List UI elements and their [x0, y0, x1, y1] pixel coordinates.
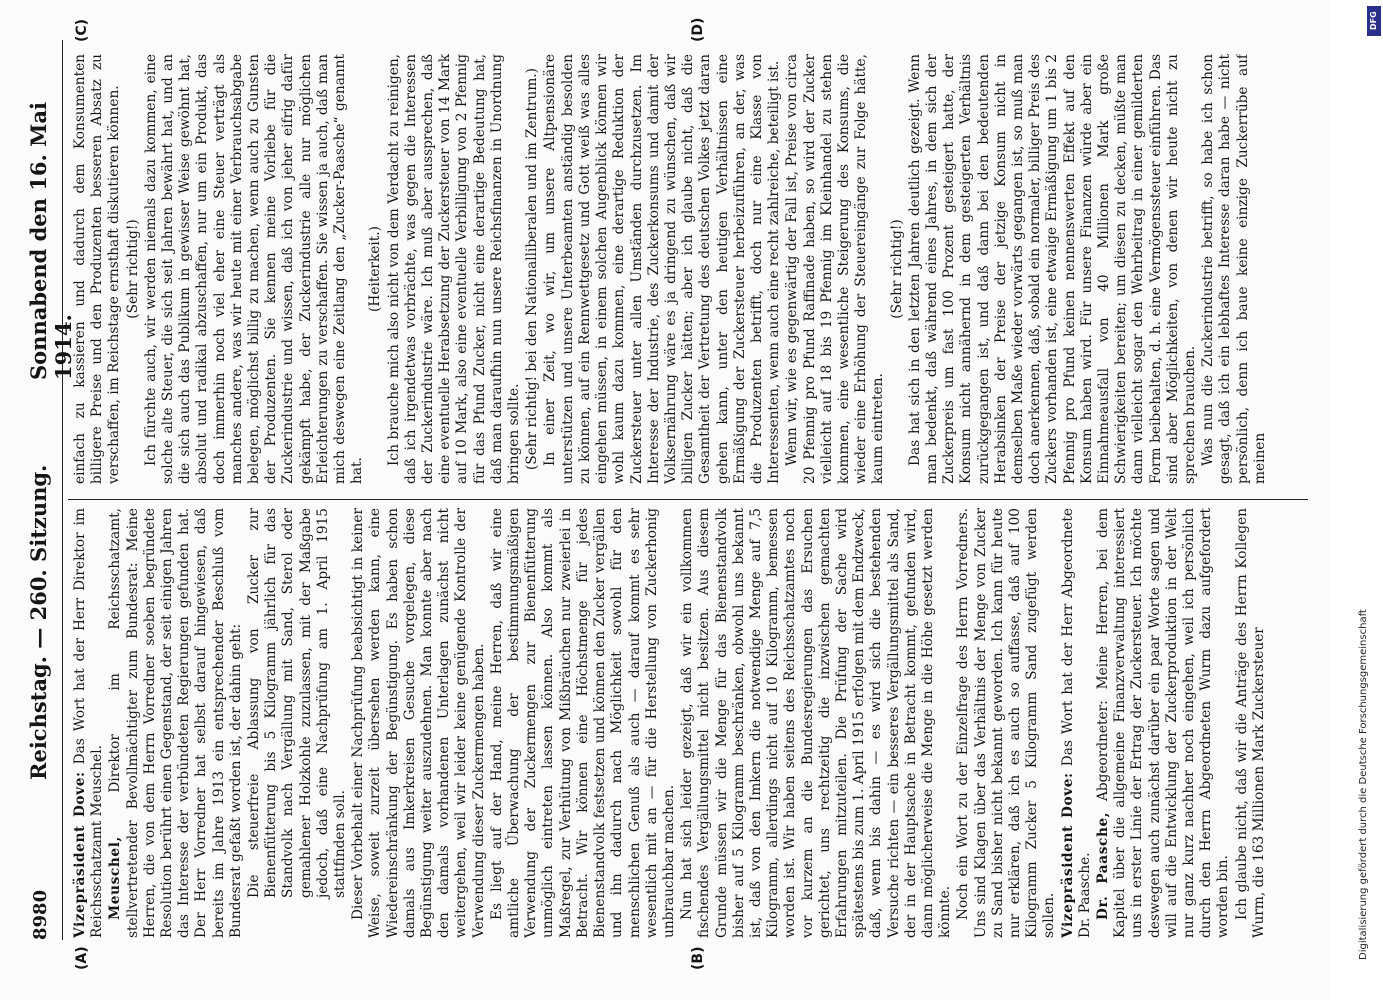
- speaker-name: Meuschel,: [107, 836, 124, 920]
- paragraph: [1200, 54, 1269, 484]
- column-divider: [68, 499, 1308, 500]
- paragraph-text: (Sehr richtig! bei den Nationalliberalen und im Zentrum.): [524, 67, 541, 471]
- left-column: [72, 508, 1302, 938]
- paragraph-text: (Heiterkeit.): [367, 226, 384, 312]
- paragraph: [72, 54, 124, 484]
- paragraph: [679, 508, 954, 938]
- paragraph-text: Direktor im Reichsschatzamt, stellvertretender Bevollmächtigter zum Bundesrat: Meine Herren, die von dem Herrn Vorredner soeben begründete Resolution berührt einen Gegenstand, der seit einigen Jahren das Interesse der verbündeten Regierungen gefunden hat. Der Herr Vorredner hat selbst darauf hingewiesen, daß bereits im Jahre 1913 ein entsprechender Beschluß vom Bundesrat gefaßt worden ist, der dahin geht:: [107, 508, 244, 938]
- margin-mark-a: (A): [74, 946, 90, 970]
- paragraph-text: Es liegt auf der Hand, meine Herren, daß wir eine amtliche Überwachung der bestimmungsmäßigen Verwendung der Zuckermengen zur Bienenfütterung unmöglich eintreten lassen können. Also kommt als Maßregel, zur Verhütung von Mißbräuchen nur zweierlei in Betracht. Wir können eine Höchstmenge für jedes Bienenstandvolk festsetzen und können den Zucker vergällen und ihn dadurch nach Möglichkeit sowohl für den menschlichen Genuß als auch — darauf kommt es sehr wesentlich mit an — für die Herstellung von Zuckerhonig unbrauchbar machen.: [488, 508, 677, 938]
- paragraph-text: Was nun die Zuckerindustrie betrifft, so habe ich schon gesagt, daß ich ein lebhaftes Interesse daran habe — nicht persönlich, denn ich baue keine einzige Zuckerrübe auf meinen: [1200, 54, 1268, 484]
- paragraph-text: Nun hat sich leider gezeigt, daß wir ein vollkommen fischendes Vergällungsmittel nicht besitzen. Aus diesem Grunde müssen wir die Menge für das Bienenstandvolk bisher auf 5 Kilogramm beschränken, obwohl uns bekannt ist, daß von den Imkern die notwendige Menge auf 7,5 Kilogramm, allerdings nicht auf 10 Kilogramm, bemessen worden ist. Wir haben seitens des Reichsschatzamtes noch vor kurzem an die Bundesregierungen das Ersuchen gerichtet, uns rechtzeitig die inzwischen gemachten Erfahrungen mitzuteilen. Die Prüfung der Sache wird spätestens bis zum 1. April 1915 erfolgen mit dem Endzweck, daß, wenn bis dahin — es wird sich die bestehenden Versuche richten — ein besseres Vergällungsmittel als Sand, der in der Hauptsache in Betracht kommt, gefunden wird, dann möglicherweise die Menge in die Höhe gesetzt werden könnte.: [679, 508, 954, 938]
- paragraph-text: einfach zu kassieren und dadurch dem Konsumenten billigere Preise und den Produzenten besseren Absatz zu verschaffen, im Reichstage ernsthaft diskutieren können.: [72, 54, 123, 484]
- paragraph: [784, 54, 887, 484]
- digitization-note-text: Digitalisierung gefördert durch die Deutsche Forschungsgemeinschaft: [1358, 609, 1369, 960]
- paragraph: [107, 508, 245, 938]
- paragraph: [1234, 508, 1268, 938]
- page-number: 8980: [30, 889, 51, 940]
- session-date: Sonnabend den 16. Mai 1914.: [26, 102, 76, 380]
- speaker-name: Vizepräsident Dove:: [1059, 772, 1076, 938]
- paragraph-text: Abgeordneter: Meine Herren, bei dem Kapitel über die allgemeine Finanzverwaltung interessiert uns in erster Linie der Ertrag der Zuckersteuer. Ich möchte deswegen auch zunächst darüber ein paar Worte sagen und will auf die Entwicklung der Zuckerproduktion in der Welt nur ganz kurz nachher noch eingehen, weil ich persönlich durch den Herrn Abgeordneten Wurm dazu aufgefordert worden bin.: [1094, 508, 1232, 938]
- session-title: Reichstag. — 260. Sitzung.: [26, 464, 51, 780]
- digitization-note: [1358, 20, 1378, 980]
- paragraph-text: Ich glaube nicht, daß wir die Anträge des Herrn Kollegen Wurm, die 163 Millionen Mark Zuckersteuer: [1233, 508, 1267, 938]
- paragraph: [542, 54, 783, 484]
- paragraph-text: In einer Zeit, wo wir, um unsere Altpensionäre unterstützen und unsere Unterbeamten anständig besolden zu können, auf ein Rennwettgesetz und Gott weiß was alles eingehen müssen, in einem solchen Augenblick können wir wohl kaum dazu kommen, eine derartige Reduktion der Zuckersteuer unter allen Umständen durchzusetzen. Im Interesse der Industrie, des Zuckerkonsums und damit der Volksernährung wäre es ja dringend zu wünschen, daß wir billigen Zucker hätten; aber ich glaube nicht, daß die Gesamtheit der Vertretung des deutschen Volkes jetzt daran gehen kann, unter den heutigen Verhältnissen eine Ermäßigung der Zuckersteuer herbeizuführen, an der, was die Produzenten betrifft, doch nur eine Klasse von Interessenten, wenn auch eine recht zahlreiche, beteiligt ist.: [542, 54, 783, 484]
- paragraph-text: (Sehr richtig!): [124, 219, 141, 319]
- margin-mark-b: (B): [690, 946, 706, 970]
- paragraph: [889, 54, 906, 484]
- speaker-name: Dr. Paasche,: [1094, 811, 1111, 920]
- paragraph-text: Noch ein Wort zu der Einzelfrage des Herrn Vorredners. Uns sind Klagen über das Verhältnis der Menge von Zucker zu Sand bisher nicht bekannt geworden. Ich kann für heute nur erklären, daß ich es auch so auffasse, daß auf 100 Kilogramm Zucker 5 Kilogramm Sand zugefügt werden sollen.: [955, 508, 1058, 938]
- paragraph-text: Die steuerfreie Ablassung von Zucker zur Bienenfütterung bis 5 Kilogramm jährlich für das Standvolk nach Vergällung mit Sand, Sterol oder gemahlener Holzkohle zuzulassen, mit der Maßgabe jedoch, daß eine Nachprüfung am 1. April 1915 stattfinden soll.: [246, 508, 349, 898]
- paragraph-text: Dieser Vorbehalt einer Nachprüfung beabsichtigt in keiner Weise, soweit zurzeit übersehen werden kann, eine Wiedereinschränkung der Begünstigung. Es haben schon damals aus Imkerkreisen Gesuche vorgelegen, diese Begünstigung weiter auszudehnen. Man konnte aber nach den damals vorhandenen Unterlagen zunächst nicht weitergehen, weil wir leider keine genügende Kontrolle der Verwendung dieser Zuckermengen haben.: [350, 508, 487, 938]
- paragraph: [246, 508, 349, 938]
- page-header: [20, 40, 76, 940]
- paragraph-text: (Sehr richtig!): [888, 219, 905, 319]
- margin-mark-c: (C): [74, 18, 90, 42]
- paragraph-text: Ich fürchte auch, wir werden niemals dazu kommen, eine solche alte Steuer, die sich seit Jahren bewährt hat, und an die sich auch das Publikum in gewisser Weise gewöhnt hat, absolut und radikal abzuschaffen, nur um ein Produkt, das doch immerhin noch viel eher eine Steuer verträgt als manches andere, was wir heute mit einer Verbrauchsabgabe belegen, möglichst billig zu machen, wenn auch zu Gunsten der Produzenten. Sie kennen meine Vorliebe für die Zuckerindustrie und wissen, daß ich von jeher eifrig dafür gekämpft habe, der Zuckerindustrie alle nur möglichen Erleichterungen zu verschaffen. Sie wissen ja auch, daß man mich deswegen eine Zeitlang den „Zucker-Paasche“ genannt hat.: [142, 54, 366, 484]
- paragraph: [1095, 508, 1233, 938]
- right-column: [72, 54, 1302, 484]
- dfg-logo: DFG: [1367, 6, 1381, 36]
- paragraph: [72, 508, 106, 938]
- paragraph-text: Das hat sich in den letzten Jahren deutlich gezeigt. Wenn man bedenkt, daß während eines Jahres, in dem sich der Zuckerpreis um fast 100 Prozent gesteigert hatte, der Konsum nicht annähernd in dem gesteigerten Verhältnis zurückgegangen ist, und daß dann bei den bedeutenden Herabsinken der Preise der jetzige Konsum nicht in demselben Maße wieder vorwärts gegangen ist, so muß man doch anerkennen, daß, sobald ein normaler, billiger Preis des Zuckers vorhanden ist, eine etwaige Ermäßigung um 1 bis 2 Pfennig pro Pfund keinen nennenswerten Effekt auf den Konsum haben wird. Für unsere Finanzen würde aber ein Einnahmeausfall von 40 Millionen Mark große Schwierigkeiten bereiten; um diesen zu decken, müßte man dann vielleicht sogar den Wehrbeitrag in einer gemilderten Form beibehalten, d. h. eine Vermögenssteuer einführen. Das sind aber Möglichkeiten, von denen wir heute nicht zu sprechen brauchen.: [906, 54, 1198, 484]
- paragraph-text: Das Wort hat der Herr Direktor im Reichsschatzamt Meuschel.: [72, 508, 106, 938]
- paragraph: [489, 508, 678, 938]
- paragraph-text: Wenn wir, wie es gegenwärtig der Fall ist, Preise von circa 20 Pfennig pro Pfund Raffinade haben, so wird der Zucker vielleicht auf 18 bis 19 Pfennig im Kleinhandel zu stehen kommen, eine wesentliche Steigerung des Konsums, die wieder eine Erhöhung der Steuereingänge zur Folge hätte, kaum eintreten.: [784, 54, 887, 484]
- paragraph: [1060, 508, 1094, 938]
- paragraph: [955, 508, 1058, 938]
- paragraph: [367, 54, 384, 484]
- paragraph: [386, 54, 524, 484]
- paragraph: [350, 508, 488, 938]
- margin-mark-d: (D): [690, 17, 706, 42]
- paragraph-text: Ich brauche mich also nicht von dem Verdacht zu reinigen, daß ich irgendetwas vorbrächte, was gegen die Interessen der Zuckerindustrie wäre. Ich muß aber aussprechen, daß eine eventuelle Herabsetzung der Zuckersteuer von 14 Mark auf 10 Mark, also eine eventuelle Verbilligung von 2 Pfennig für das Pfund Zucker, nicht eine derartige Bedeutung hat, daß man daraufhin nun unsere Reichsfinanzen in Unordnung bringen sollte.: [385, 54, 523, 484]
- paragraph: [125, 54, 142, 484]
- speaker-name: Vizepräsident Dove:: [72, 771, 88, 938]
- paragraph: [524, 54, 541, 484]
- paragraph: [907, 54, 1199, 484]
- paragraph: [143, 54, 367, 484]
- paragraph-text: Das Wort hat der Herr Abgeordnete Dr. Paasche.: [1059, 508, 1093, 938]
